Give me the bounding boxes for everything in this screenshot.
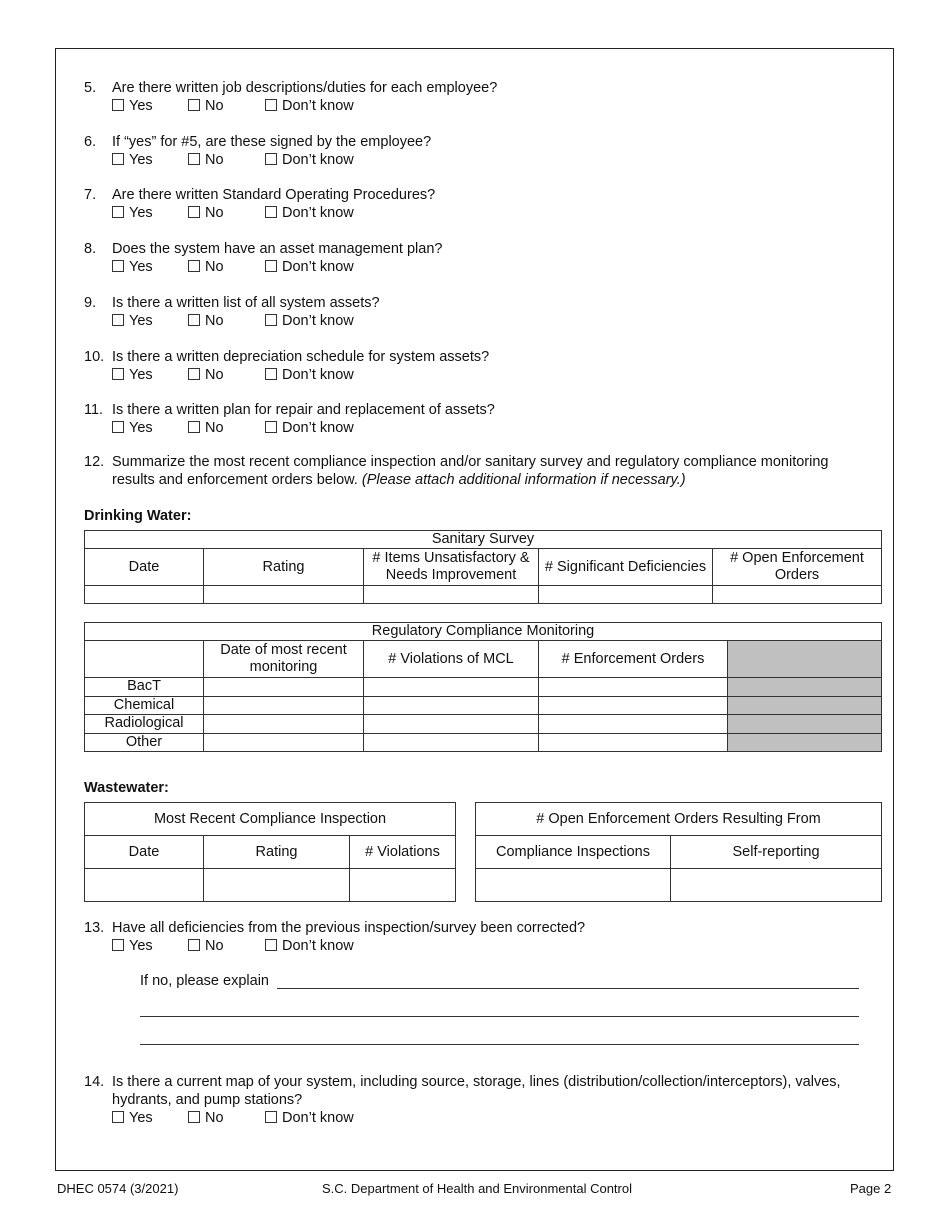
column-header: Date of most recent monitoring bbox=[204, 641, 364, 678]
checkbox-label: No bbox=[205, 938, 224, 954]
table-row bbox=[85, 696, 882, 715]
shaded-cell bbox=[728, 696, 882, 715]
question-number: 9. bbox=[84, 294, 97, 311]
checkbox-icon[interactable] bbox=[265, 314, 277, 326]
question-8 bbox=[84, 240, 874, 276]
checkbox-icon[interactable] bbox=[112, 99, 124, 111]
question-number: 8. bbox=[84, 241, 97, 258]
input-cell[interactable] bbox=[364, 678, 539, 697]
checkbox-label: No bbox=[205, 420, 224, 437]
checkbox-icon[interactable] bbox=[265, 260, 277, 272]
question-text: Are there written Standard Operating Procedures? bbox=[112, 187, 436, 204]
checkbox-icon[interactable] bbox=[188, 99, 200, 111]
question-text: Is there a written depreciation schedule for system assets? bbox=[112, 348, 490, 365]
checkbox-option-yes[interactable] bbox=[112, 204, 153, 222]
checkbox-icon[interactable] bbox=[112, 368, 124, 380]
shaded-cell bbox=[728, 678, 882, 697]
column-header: # Open Enforcement Orders bbox=[713, 549, 882, 586]
checkbox-icon[interactable] bbox=[188, 260, 200, 272]
checkbox-icon[interactable] bbox=[188, 939, 200, 951]
explain-label: If no, please explain bbox=[140, 973, 269, 989]
checkbox-option-yes[interactable] bbox=[112, 97, 153, 115]
checkbox-label: No bbox=[205, 98, 224, 114]
input-cell[interactable] bbox=[539, 586, 713, 604]
checkbox-icon[interactable] bbox=[265, 99, 277, 111]
column-header: # Violations bbox=[350, 836, 456, 869]
answer-options bbox=[112, 97, 874, 115]
question-10 bbox=[84, 348, 874, 384]
footer-department: S.C. Department of Health and Environmental Control bbox=[322, 1181, 632, 1196]
checkbox-option-no[interactable] bbox=[188, 97, 224, 115]
input-cell[interactable] bbox=[204, 586, 364, 604]
input-cell[interactable] bbox=[350, 869, 456, 902]
input-cell[interactable] bbox=[539, 678, 728, 697]
column-header: Rating bbox=[204, 549, 364, 586]
wastewater-heading: Wastewater: bbox=[84, 780, 169, 796]
checkbox-option-yes[interactable] bbox=[112, 1109, 153, 1127]
drinking-water-heading: Drinking Water: bbox=[84, 508, 192, 524]
checkbox-icon[interactable] bbox=[188, 1111, 200, 1123]
row-label: Radiological bbox=[85, 715, 204, 734]
checkbox-option-no[interactable] bbox=[188, 366, 224, 384]
question-number: 13. bbox=[84, 920, 105, 936]
shaded-cell bbox=[728, 641, 882, 678]
checkbox-icon[interactable] bbox=[265, 939, 277, 951]
checkbox-icon[interactable] bbox=[112, 153, 124, 165]
question-number: 5. bbox=[84, 80, 97, 96]
checkbox-label: Yes bbox=[129, 98, 153, 114]
answer-options bbox=[112, 204, 874, 222]
column-header: Rating bbox=[204, 836, 350, 869]
checkbox-option-no[interactable] bbox=[188, 151, 224, 169]
input-cell[interactable] bbox=[671, 869, 882, 902]
input-cell[interactable] bbox=[204, 733, 364, 752]
table-title: Sanitary Survey bbox=[85, 531, 882, 549]
input-cell[interactable] bbox=[476, 869, 671, 902]
checkbox-option-dont-know[interactable] bbox=[265, 204, 354, 222]
checkbox-label: Don’t know bbox=[282, 205, 354, 222]
checkbox-icon[interactable] bbox=[112, 939, 124, 951]
checkbox-option-yes[interactable] bbox=[112, 366, 153, 384]
explain-input-line-1[interactable] bbox=[277, 972, 859, 989]
input-cell[interactable] bbox=[204, 696, 364, 715]
explain-input-line-3[interactable] bbox=[140, 1028, 859, 1045]
input-cell[interactable] bbox=[204, 715, 364, 734]
answer-options bbox=[112, 366, 874, 384]
answer-options bbox=[112, 312, 874, 330]
checkbox-label: Don’t know bbox=[282, 98, 354, 114]
checkbox-icon[interactable] bbox=[112, 260, 124, 272]
input-cell[interactable] bbox=[364, 733, 539, 752]
checkbox-icon[interactable] bbox=[188, 314, 200, 326]
checkbox-icon[interactable] bbox=[188, 421, 200, 433]
input-cell[interactable] bbox=[85, 586, 204, 604]
checkbox-label: Don’t know bbox=[282, 312, 354, 329]
sanitary-survey-table bbox=[84, 530, 882, 604]
question-number: 14. bbox=[84, 1074, 105, 1090]
column-header bbox=[85, 641, 204, 678]
checkbox-label: Yes bbox=[129, 1110, 153, 1126]
question-text: Is there a written list of all system assets? bbox=[112, 294, 380, 311]
input-cell[interactable] bbox=[364, 715, 539, 734]
question-13 bbox=[84, 919, 874, 955]
column-header: # Significant Deficiencies bbox=[539, 549, 713, 586]
table-row bbox=[85, 733, 882, 752]
checkbox-option-yes[interactable] bbox=[112, 419, 153, 437]
shaded-cell bbox=[728, 733, 882, 752]
question-text: Is there a written plan for repair and replacement of assets? bbox=[112, 402, 495, 419]
question-11 bbox=[84, 401, 874, 437]
answer-options bbox=[112, 1109, 874, 1127]
checkbox-label: No bbox=[205, 151, 224, 168]
input-cell[interactable] bbox=[539, 733, 728, 752]
checkbox-icon[interactable] bbox=[188, 368, 200, 380]
input-cell[interactable] bbox=[85, 869, 204, 902]
checkbox-label: Yes bbox=[129, 938, 153, 954]
checkbox-option-dont-know[interactable] bbox=[265, 1109, 354, 1127]
checkbox-label: Yes bbox=[129, 312, 153, 329]
column-header: Compliance Inspections bbox=[476, 836, 671, 869]
column-header: Date bbox=[85, 836, 204, 869]
checkbox-label: No bbox=[205, 366, 224, 383]
footer-page-number: Page 2 bbox=[850, 1181, 892, 1196]
answer-options bbox=[112, 151, 874, 169]
checkbox-option-no[interactable] bbox=[188, 419, 224, 437]
question-number: 12. bbox=[84, 454, 105, 470]
checkbox-icon[interactable] bbox=[265, 421, 277, 433]
question-number: 11. bbox=[84, 402, 104, 419]
checkbox-icon[interactable] bbox=[188, 206, 200, 218]
checkbox-icon[interactable] bbox=[265, 1111, 277, 1123]
table-title: Most Recent Compliance Inspection bbox=[85, 803, 456, 836]
table-row bbox=[85, 678, 882, 697]
question-6 bbox=[84, 133, 874, 169]
checkbox-option-no[interactable] bbox=[188, 312, 224, 330]
table-title: # Open Enforcement Orders Resulting From bbox=[476, 803, 882, 836]
question-number: 10. bbox=[84, 348, 105, 365]
question-14 bbox=[84, 1073, 874, 1127]
checkbox-label: No bbox=[205, 205, 224, 222]
checkbox-label: No bbox=[205, 259, 224, 276]
column-header: # Items Unsatisfactory & Needs Improvement bbox=[364, 549, 539, 586]
checkbox-icon[interactable] bbox=[265, 206, 277, 218]
question-5 bbox=[84, 79, 874, 115]
checkbox-icon[interactable] bbox=[112, 206, 124, 218]
question-7 bbox=[84, 186, 874, 222]
checkbox-option-dont-know[interactable] bbox=[265, 258, 354, 276]
question-text: Does the system have an asset management plan? bbox=[112, 241, 443, 258]
question-text: Have all deficiencies from the previous inspection/survey been corrected? bbox=[112, 920, 586, 936]
question-text: If “yes” for #5, are these signed by the employee? bbox=[112, 133, 432, 150]
checkbox-label: Don’t know bbox=[282, 259, 354, 276]
row-label: BacT bbox=[85, 678, 204, 697]
footer-form-number: DHEC 0574 (3/2021) bbox=[57, 1181, 179, 1196]
checkbox-icon[interactable] bbox=[112, 421, 124, 433]
question-number: 6. bbox=[84, 133, 97, 150]
input-cell[interactable] bbox=[364, 586, 539, 604]
checkbox-option-dont-know[interactable] bbox=[265, 419, 354, 437]
checkbox-option-dont-know[interactable] bbox=[265, 312, 354, 330]
table-row bbox=[85, 715, 882, 734]
regulatory-monitoring-table bbox=[84, 622, 882, 752]
column-header: # Enforcement Orders bbox=[539, 641, 728, 678]
checkbox-label: Yes bbox=[129, 259, 153, 276]
input-cell[interactable] bbox=[539, 715, 728, 734]
checkbox-label: No bbox=[205, 312, 224, 329]
checkbox-label: Yes bbox=[129, 151, 153, 168]
shaded-cell bbox=[728, 715, 882, 734]
checkbox-option-no[interactable] bbox=[188, 204, 224, 222]
checkbox-label: Yes bbox=[129, 366, 153, 383]
input-cell[interactable] bbox=[713, 586, 882, 604]
column-header: Date bbox=[85, 549, 204, 586]
checkbox-option-yes[interactable] bbox=[112, 312, 153, 330]
question-9 bbox=[84, 294, 874, 330]
compliance-inspection-table bbox=[84, 802, 456, 902]
checkbox-label: Don’t know bbox=[282, 366, 354, 383]
checkbox-option-no[interactable] bbox=[188, 1109, 224, 1127]
checkbox-label: Don’t know bbox=[282, 420, 354, 437]
question-text: Are there written job descriptions/duties for each employee? bbox=[112, 80, 498, 96]
checkbox-option-no[interactable] bbox=[188, 258, 224, 276]
checkbox-option-yes[interactable] bbox=[112, 258, 153, 276]
question-text bbox=[112, 453, 874, 489]
input-cell[interactable] bbox=[204, 678, 364, 697]
answer-options bbox=[112, 258, 874, 276]
checkbox-label: Don’t know bbox=[282, 151, 354, 168]
question-12-note: (Please attach additional information if necessary.) bbox=[361, 472, 686, 488]
checkbox-icon[interactable] bbox=[112, 1111, 124, 1123]
input-cell[interactable] bbox=[364, 696, 539, 715]
checkbox-option-dont-know[interactable] bbox=[265, 366, 354, 384]
question-text: Is there a current map of your system, including source, storage, lines (distribution/collection/interceptors), valves, hydrants, and pump stations? bbox=[112, 1074, 841, 1108]
checkbox-icon[interactable] bbox=[112, 314, 124, 326]
answer-options bbox=[112, 937, 874, 955]
checkbox-label: Yes bbox=[129, 205, 153, 222]
row-label: Other bbox=[85, 733, 204, 752]
table-title: Regulatory Compliance Monitoring bbox=[85, 623, 882, 641]
enforcement-orders-table bbox=[475, 802, 882, 902]
answer-options bbox=[112, 419, 874, 437]
column-header: Self-reporting bbox=[671, 836, 882, 869]
column-header: # Violations of MCL bbox=[364, 641, 539, 678]
checkbox-icon[interactable] bbox=[265, 368, 277, 380]
checkbox-option-dont-know[interactable] bbox=[265, 97, 354, 115]
input-cell[interactable] bbox=[204, 869, 350, 902]
checkbox-label: No bbox=[205, 1110, 224, 1126]
checkbox-option-yes[interactable] bbox=[112, 937, 153, 955]
input-cell[interactable] bbox=[539, 696, 728, 715]
checkbox-option-no[interactable] bbox=[188, 937, 224, 955]
checkbox-option-dont-know[interactable] bbox=[265, 151, 354, 169]
checkbox-option-dont-know[interactable] bbox=[265, 937, 354, 955]
checkbox-icon[interactable] bbox=[265, 153, 277, 165]
checkbox-label: Yes bbox=[129, 420, 153, 437]
question-number: 7. bbox=[84, 187, 97, 204]
checkbox-label: Don’t know bbox=[282, 1110, 354, 1126]
explain-input-line-2[interactable] bbox=[140, 1000, 859, 1017]
row-label: Chemical bbox=[85, 696, 204, 715]
checkbox-option-yes[interactable] bbox=[112, 151, 153, 169]
checkbox-label: Don’t know bbox=[282, 938, 354, 954]
question-12 bbox=[84, 453, 874, 489]
checkbox-icon[interactable] bbox=[188, 153, 200, 165]
question-12-text: Summarize the most recent compliance inspection and/or sanitary survey and regulatory compliance monitoring results and enforcement orders below. bbox=[112, 454, 829, 488]
